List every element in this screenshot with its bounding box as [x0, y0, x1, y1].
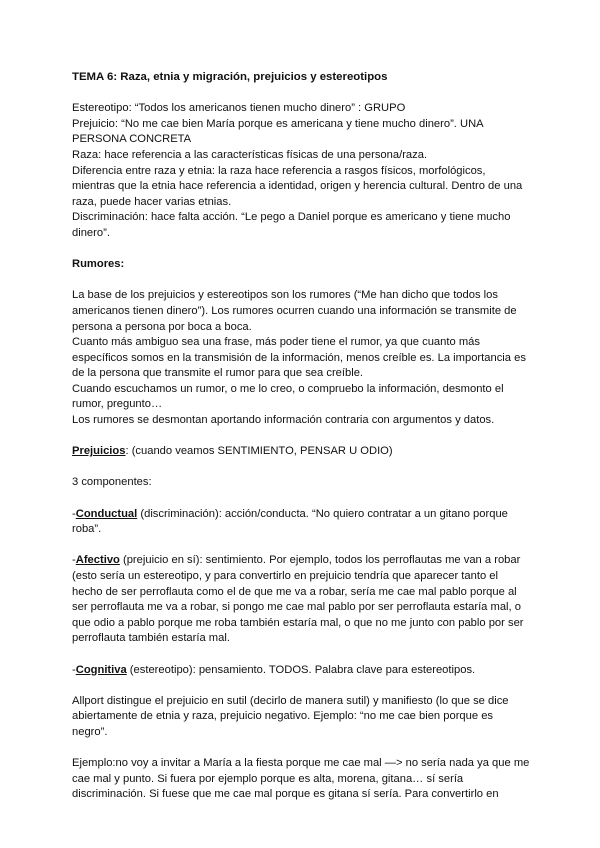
component-term: Afectivo — [75, 554, 120, 567]
ejemplo-paragraph: Ejemplo:no voy a invitar a María a la fiesta porque me cae mal —> no sería nada ya que me cae mal y punto. Si fuera por ejemplo porque es alta, morena, gitana… sí sería discriminación. Si fuese que me cae mal porque es gitana sí sería. Para convertirlo en — [72, 757, 530, 801]
list-dash: - — [72, 663, 76, 676]
definition-discriminacion: Discriminación: hace falta acción. “Le pego a Daniel porque es americano y tiene mucho dinero”. — [72, 211, 511, 239]
prejuicios-term: Prejuicios — [72, 445, 126, 458]
rumores-paragraph: La base de los prejuicios y estereotipos son los rumores (“Me han dicho que todos los americanos tienen dinero”). Los rumores ocurren cuando una información se transmite de persona a persona por boca a boca. — [72, 289, 517, 333]
definition-raza: Raza: hace referencia a las características físicas de una persona/raza. — [72, 148, 428, 161]
list-dash: - — [72, 507, 76, 520]
document-page — [72, 70, 530, 803]
rumores-paragraph: Cuando escuchamos un rumor, o me lo creo, o compruebo la información, desmonto el rumor, pregunto… — [72, 382, 504, 411]
components-label: 3 componentes: — [72, 476, 152, 489]
component-cognitiva — [72, 663, 530, 679]
document-title: TEMA 6: Raza, etnia y migración, prejuicios y estereotipos — [72, 71, 388, 83]
list-dash: - — [72, 554, 76, 567]
component-text: (estereotipo): pensamiento. TODOS. Palabra clave para estereotipos. — [126, 663, 476, 676]
component-text: (prejuicio en sí): sentimiento. Por ejemplo, todos los perroflautas me van a robar (esto sería un estereotipo, y para convertirlo en prejuicio tendría que aparecer tanto el hecho de ser perroflauta como el de que me va a robar, sería me cae mal pablo porque al ser perroflauta me va a robar, si pongo me cae mal pablo por ser perroflauta estaría mal, o que odio a pablo porque me roba también estaría mal, o que no me junto con pablo por ser perroflauta también estaría mal. — [72, 554, 524, 645]
component-conductual — [72, 507, 530, 538]
definition-prejuicio: Prejuicio: “No me cae bien María porque es americana y tiene mucho dinero”. UNA PERSONA CONCRETA — [72, 117, 484, 146]
component-term: Cognitiva — [75, 663, 127, 676]
definition-raza-etnia: Diferencia entre raza y etnia: la raza hace referencia a rasgos físicos, morfológicos, mientras que la etnia hace referencia a identidad, origen y herencia cultural. Dentro de una raza, puede hacer varias etnias. — [72, 164, 523, 208]
rumores-paragraph: Cuanto más ambiguo sea una frase, más poder tiene el rumor, ya que cuanto más específicos somos en la transmisión de la información, menos creíble es. La importancia es de la persona que transmite el rumor para que sea creíble. — [72, 336, 526, 380]
component-term: Conductual — [75, 507, 138, 520]
rumores-paragraph: Los rumores se desmontan aportando información contraria con argumentos y datos. — [72, 414, 495, 427]
component-afectivo — [72, 553, 530, 647]
allport-paragraph: Allport distingue el prejuicio en sutil (decirlo de manera sutil) y manifiesto (lo que se dice abiertamente de etnia y raza, prejuicio negativo. Ejemplo: “no me cae bien porque es negro”. — [72, 694, 509, 738]
section-heading-rumores: Rumores: — [72, 258, 125, 271]
component-text: (discriminación): acción/conducta. “No quiero contratar a un gitano porque roba”. — [72, 507, 508, 536]
definition-estereotipo: Estereotipo: “Todos los americanos tienen mucho dinero” : GRUPO — [72, 102, 406, 115]
section-heading-prejuicios — [72, 444, 530, 460]
prejuicios-heading-note: : (cuando veamos SENTIMIENTO, PENSAR U ODIO) — [125, 445, 393, 458]
